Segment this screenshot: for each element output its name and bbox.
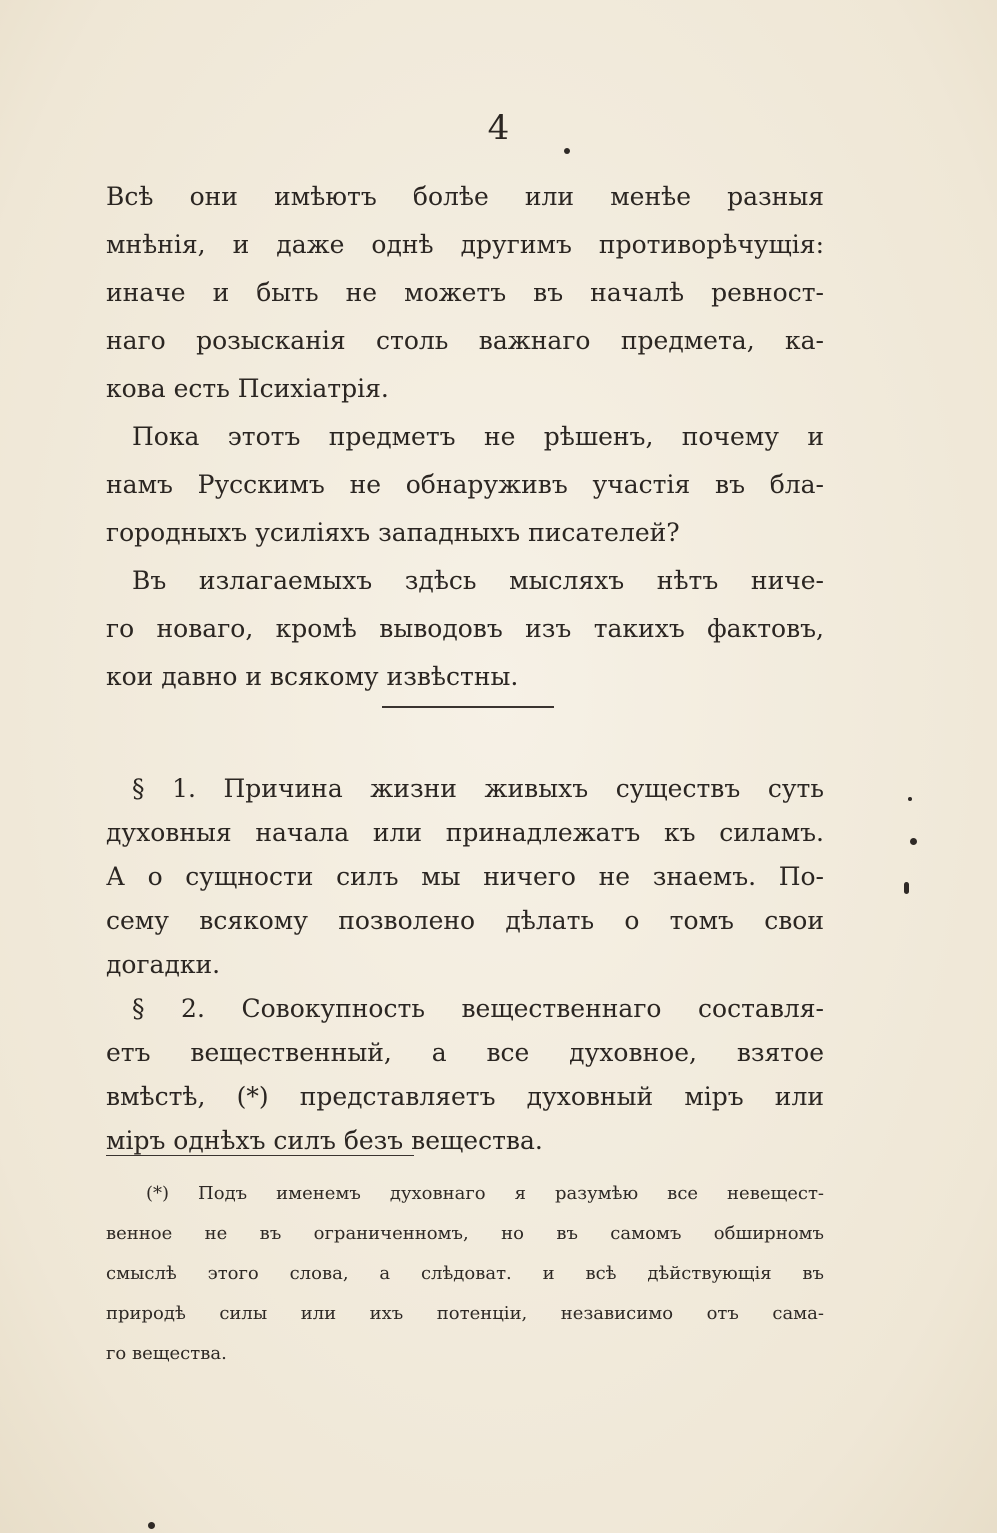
text-line: сему всякому позволено дѣлать о томъ свои	[106, 906, 824, 935]
footnote-line: венное не въ ограниченномъ, но въ самомъ обширномъ	[106, 1223, 824, 1244]
text-line: го новаго, кромѣ выводовъ изъ такихъ фактовъ,	[106, 614, 824, 643]
text-line: догадки.	[106, 950, 221, 979]
text-line: наго розысканія столь важнаго предмета, ка-	[106, 326, 824, 355]
ink-speck	[910, 838, 917, 845]
text-line: Пока этотъ предметъ не рѣшенъ, почему и	[132, 422, 824, 451]
ink-speck	[564, 148, 570, 154]
text-line: иначе и быть не можетъ въ началѣ ревност-	[106, 278, 824, 307]
footnote-line: го вещества.	[106, 1343, 227, 1364]
footnote-line: (*) Подъ именемъ духовнаго я разумѣю все невещест-	[146, 1183, 824, 1204]
ink-speck	[148, 1522, 155, 1529]
footnote-line: смыслѣ этого слова, а слѣдоват. и всѣ дѣйствующія въ	[106, 1263, 824, 1284]
text-line: намъ Русскимъ не обнаруживъ участія въ бла-	[106, 470, 824, 499]
text-line: Въ излагаемыхъ здѣсь мысляхъ нѣтъ ниче-	[132, 566, 824, 595]
ink-speck	[904, 882, 909, 894]
text-line: Всѣ они имѣютъ болѣе или менѣе разныя	[106, 182, 824, 211]
text-line: кова есть Психіатрія.	[106, 374, 389, 403]
section-divider	[382, 706, 554, 708]
text-line: кои давно и всякому извѣстны.	[106, 662, 519, 691]
text-line: міръ однѣхъ силъ безъ вещества.	[106, 1126, 543, 1155]
text-line: городныхъ усиліяхъ западныхъ писателей?	[106, 518, 680, 547]
text-line: етъ вещественный, а все духовное, взятое	[106, 1038, 824, 1067]
ink-speck	[908, 797, 912, 801]
page-number: 4	[487, 108, 510, 148]
text-line: А о сущности силъ мы ничего не знаемъ. По-	[106, 862, 824, 891]
text-line: § 2. Совокупность вещественнаго составля-	[132, 994, 824, 1023]
footnote-line: природѣ силы или ихъ потенціи, независимо отъ сама-	[106, 1303, 824, 1324]
text-line: мнѣнія, и даже однѣ другимъ противорѣчущія:	[106, 230, 824, 259]
text-line: § 1. Причина жизни живыхъ существъ суть	[132, 774, 824, 803]
text-line: вмѣстѣ, (*) представляетъ духовный міръ или	[106, 1082, 824, 1111]
text-line: духовныя начала или принадлежатъ къ силамъ.	[106, 818, 824, 847]
